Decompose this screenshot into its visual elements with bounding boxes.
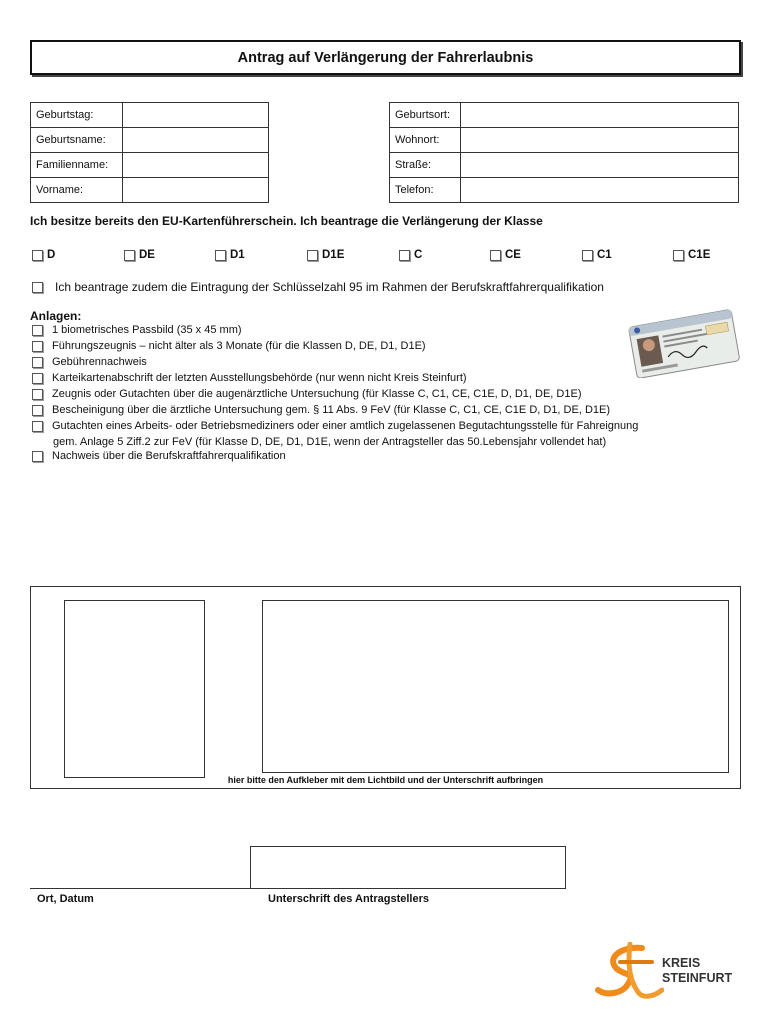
table-row bbox=[31, 153, 269, 178]
place-date-line bbox=[30, 888, 250, 889]
class-option-ce[interactable]: CE bbox=[490, 249, 521, 261]
field-label: Wohnort: bbox=[390, 128, 461, 153]
field-label: Geburtsort: bbox=[390, 103, 461, 128]
checkbox[interactable] bbox=[32, 341, 43, 352]
field-label: Straße: bbox=[390, 153, 461, 178]
class-option-c1[interactable]: C1 bbox=[582, 249, 612, 261]
kreis-steinfurt-logo bbox=[594, 942, 754, 1002]
birthplace-input[interactable] bbox=[461, 103, 739, 128]
attachment-continuation: gem. Anlage 5 Ziff.2 zur FeV (für Klasse D, DE, D1, D1E, wenn der Antragsteller das 50.Lebensjahr vollendet hat) bbox=[53, 436, 607, 448]
table-row bbox=[390, 153, 739, 178]
key-number-text: Ich beantrage zudem die Eintragung der Schlüsselzahl 95 im Rahmen der Berufskraftfahrerqualifikation bbox=[55, 280, 604, 294]
birth-name-input[interactable] bbox=[123, 128, 269, 153]
class-option-c[interactable]: C bbox=[399, 249, 422, 261]
signature-label: Unterschrift des Antragstellers bbox=[268, 893, 429, 905]
checkbox[interactable] bbox=[32, 325, 43, 336]
class-option-de[interactable]: DE bbox=[124, 249, 155, 261]
table-row bbox=[390, 178, 739, 203]
attachment-item[interactable]: Nachweis über die Berufskraftfahrerqualifikation bbox=[32, 450, 286, 462]
field-label: Familienname: bbox=[31, 153, 123, 178]
checkbox[interactable] bbox=[32, 357, 43, 368]
birthday-input[interactable] bbox=[123, 103, 269, 128]
table-row bbox=[390, 103, 739, 128]
logo-text-line1: KREIS bbox=[662, 956, 701, 970]
residence-input[interactable] bbox=[461, 128, 739, 153]
checkbox[interactable] bbox=[32, 282, 43, 293]
checkbox[interactable] bbox=[32, 389, 43, 400]
personal-data-right bbox=[389, 102, 739, 203]
attachment-item[interactable]: Gebührennachweis bbox=[32, 356, 147, 368]
checkbox[interactable] bbox=[490, 250, 501, 261]
checkbox[interactable] bbox=[32, 451, 43, 462]
logo-mark-icon bbox=[594, 942, 664, 1002]
table-row bbox=[31, 103, 269, 128]
table-row bbox=[390, 128, 739, 153]
photo-caption: hier bitte den Aufkleber mit dem Lichtbild und der Unterschrift aufbringen bbox=[227, 775, 544, 785]
phone-input[interactable] bbox=[461, 178, 739, 203]
checkbox[interactable] bbox=[32, 405, 43, 416]
photo-area bbox=[64, 600, 205, 778]
checkbox[interactable] bbox=[307, 250, 318, 261]
field-label: Geburtsname: bbox=[31, 128, 123, 153]
attachment-item[interactable]: 1 biometrisches Passbild (35 x 45 mm) bbox=[32, 324, 242, 336]
family-name-input[interactable] bbox=[123, 153, 269, 178]
checkbox[interactable] bbox=[124, 250, 135, 261]
attachments-heading: Anlagen: bbox=[30, 309, 82, 323]
attachment-item[interactable]: Gutachten eines Arbeits- oder Betriebsmediziners oder einer amtlich zugelassenen Begutachtungsstelle für Fahreignung bbox=[32, 420, 638, 432]
personal-data-left bbox=[30, 102, 269, 203]
checkbox[interactable] bbox=[673, 250, 684, 261]
checkbox[interactable] bbox=[215, 250, 226, 261]
checkbox[interactable] bbox=[32, 421, 43, 432]
attachment-item[interactable]: Karteikartenabschrift der letzten Ausstellungsbehörde (nur wenn nicht Kreis Steinfurt) bbox=[32, 372, 467, 384]
attachment-item[interactable]: Führungszeugnis – nicht älter als 3 Monate (für die Klassen D, DE, D1, D1E) bbox=[32, 340, 426, 352]
class-option-d[interactable]: D bbox=[32, 249, 55, 261]
table-row bbox=[31, 178, 269, 203]
first-name-input[interactable] bbox=[123, 178, 269, 203]
place-date-label: Ort, Datum bbox=[37, 893, 94, 905]
street-input[interactable] bbox=[461, 153, 739, 178]
checkbox[interactable] bbox=[399, 250, 410, 261]
class-option-d1[interactable]: D1 bbox=[215, 249, 245, 261]
attachment-item[interactable]: Bescheinigung über die ärztliche Untersuchung gem. § 11 Abs. 9 FeV (für Klasse C, C1, CE, C1E D, D1, DE, D1E) bbox=[32, 404, 610, 416]
attachment-item[interactable]: Zeugnis oder Gutachten über die augenärztliche Untersuchung (für Klasse C, C1, CE, C1E, D, D1, DE, D1E) bbox=[32, 388, 581, 400]
field-label: Vorname: bbox=[31, 178, 123, 203]
logo-text-line2: STEINFURT bbox=[662, 971, 733, 985]
class-option-c1e[interactable]: C1E bbox=[673, 249, 710, 261]
checkbox[interactable] bbox=[32, 250, 43, 261]
field-label: Geburtstag: bbox=[31, 103, 123, 128]
class-heading: Ich besitze bereits den EU-Kartenführerschein. Ich beantrage die Verlängerung der Klasse bbox=[30, 214, 543, 228]
page-title: Antrag auf Verlängerung der Fahrerlaubnis bbox=[30, 40, 741, 75]
signature-field[interactable] bbox=[250, 846, 566, 889]
key-number-option[interactable] bbox=[32, 280, 604, 294]
field-label: Telefon: bbox=[390, 178, 461, 203]
class-option-d1e[interactable]: D1E bbox=[307, 249, 344, 261]
license-card-illustration bbox=[624, 308, 744, 378]
checkbox[interactable] bbox=[582, 250, 593, 261]
signature-sticker-area bbox=[262, 600, 729, 773]
checkbox[interactable] bbox=[32, 373, 43, 384]
table-row bbox=[31, 128, 269, 153]
